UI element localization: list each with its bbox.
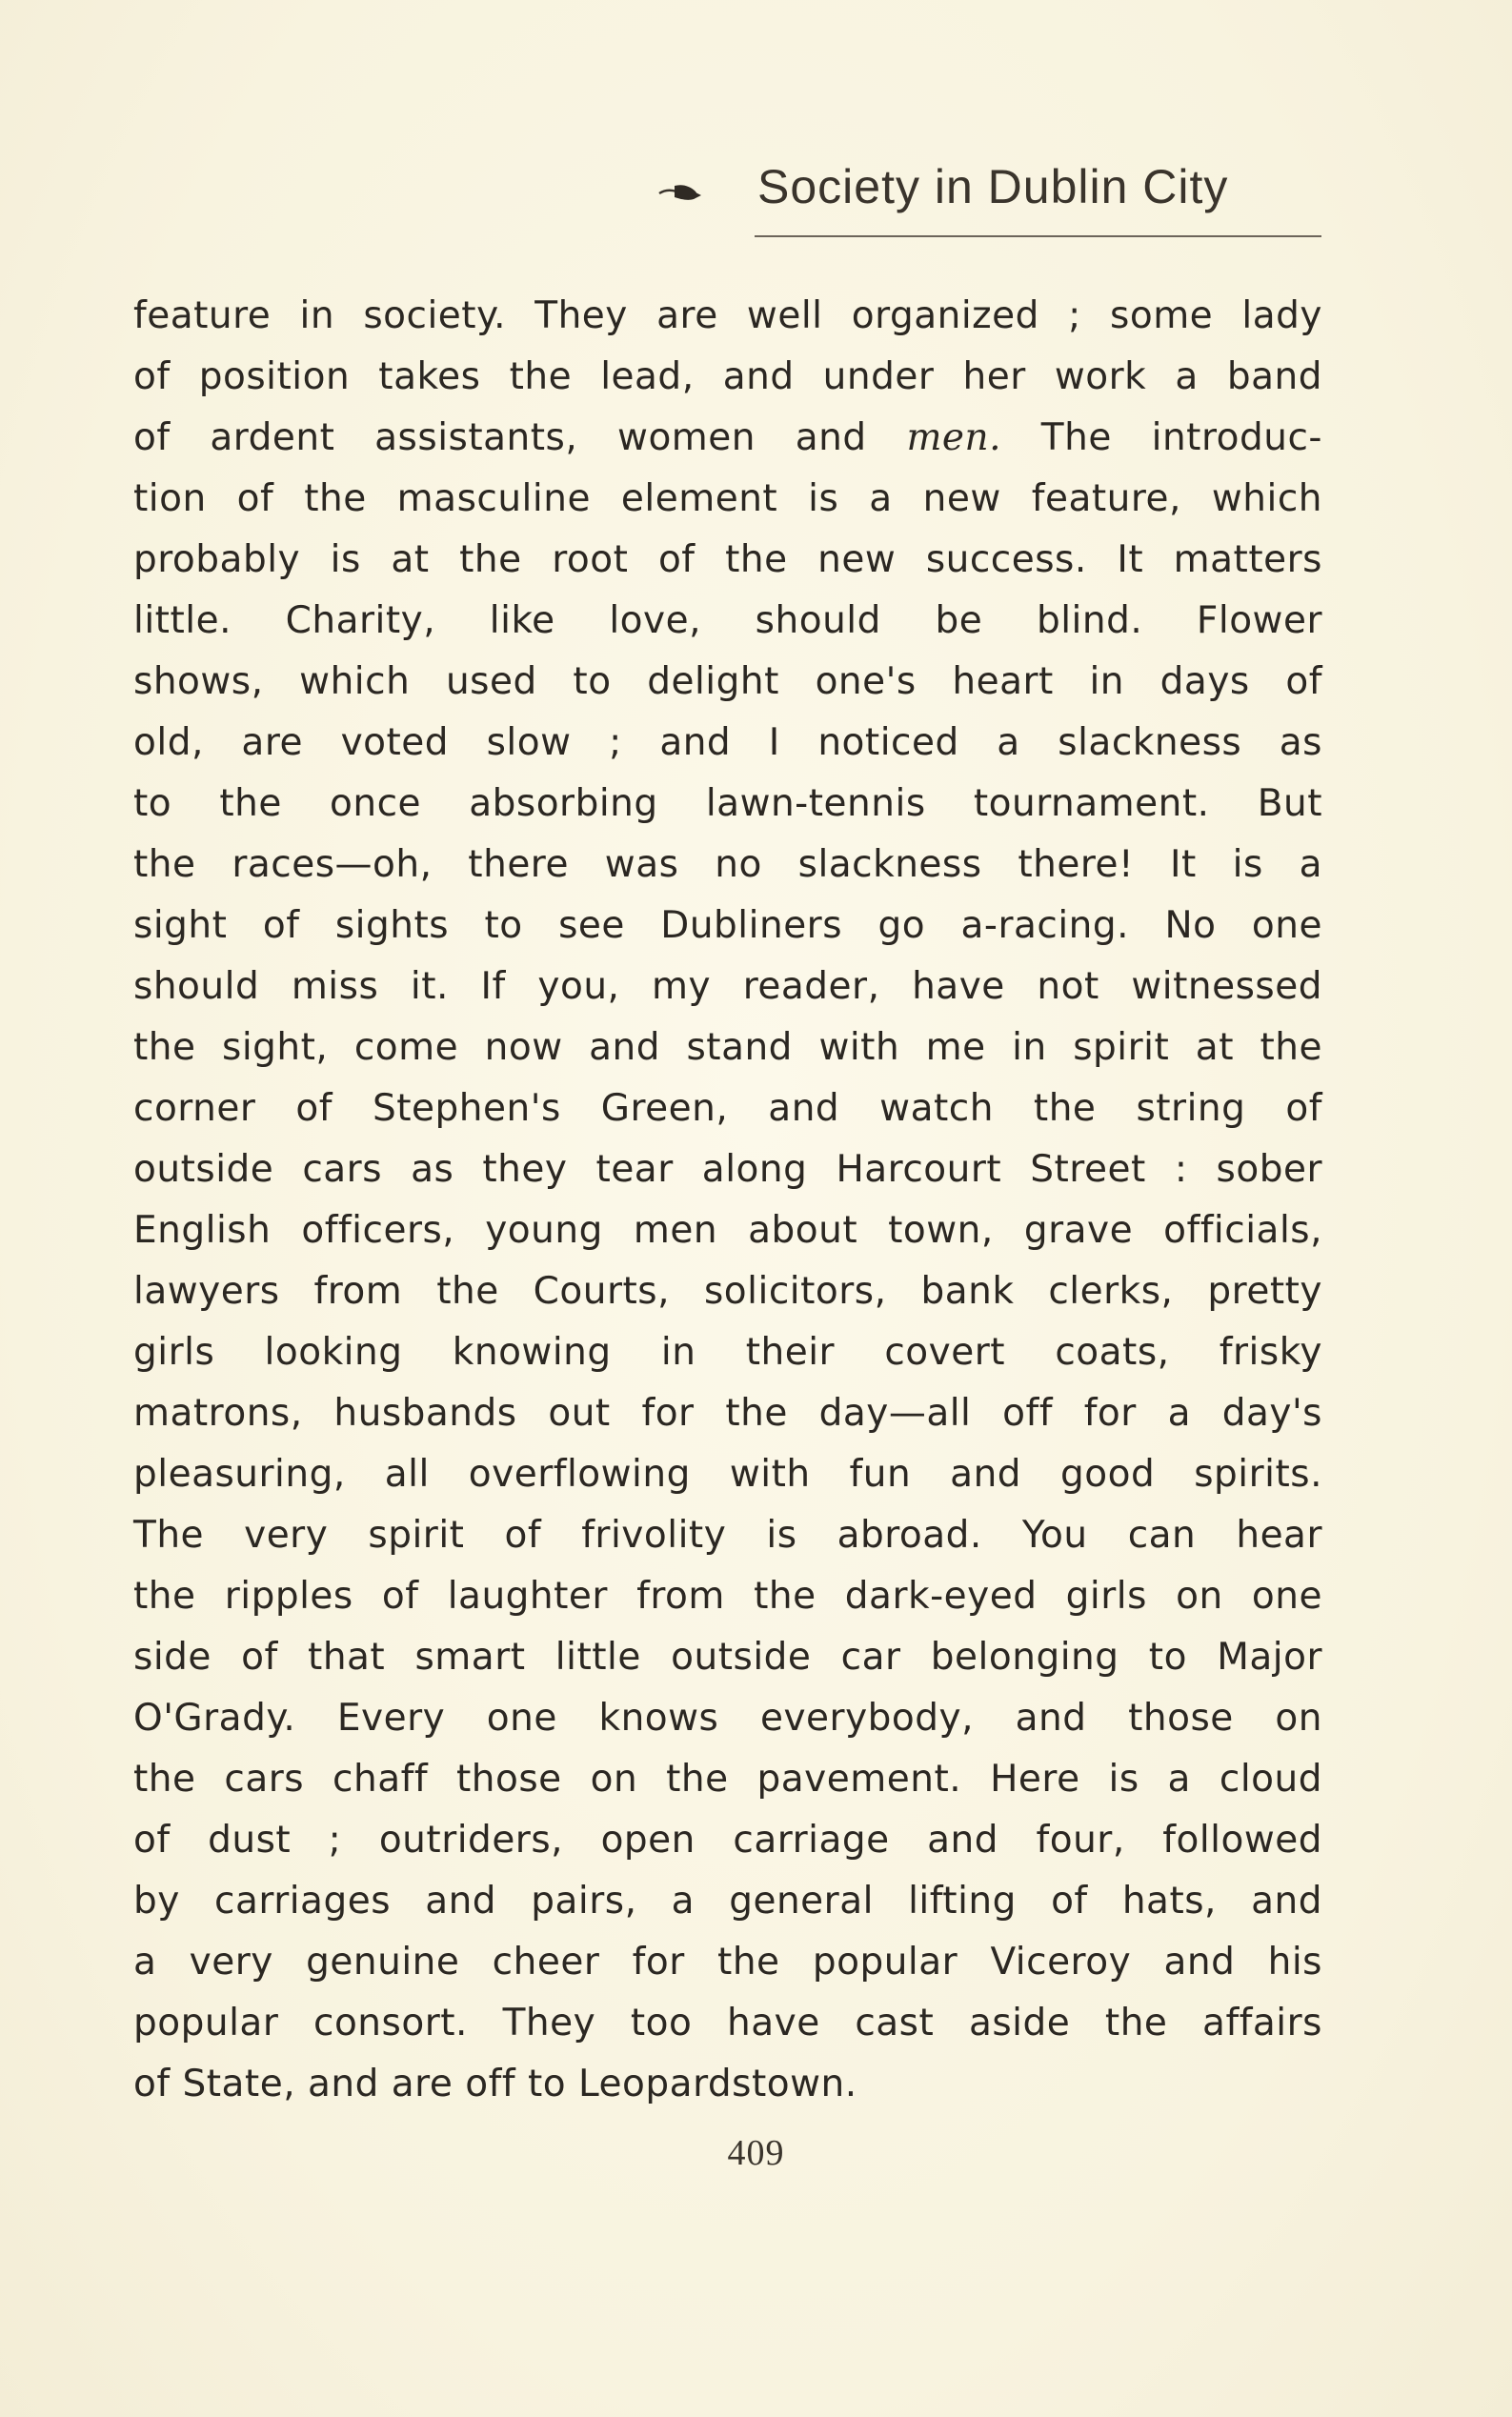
text-line: outside cars as they tear along Harcourt Street : sober bbox=[133, 1148, 1322, 1191]
text-line: sight of sights to see Dubliners go a-racing. No one bbox=[133, 904, 1322, 947]
text-line: of dust ; outriders, open carriage and four, followed bbox=[133, 1819, 1322, 1862]
text-line: feature in society. They are well organized ; some lady bbox=[133, 294, 1322, 337]
text-line bbox=[133, 408, 1322, 469]
text-line: matrons, husbands out for the day—all off for a day's bbox=[133, 1392, 1322, 1435]
text-line: tion of the masculine element is a new feature, which bbox=[133, 477, 1322, 520]
text-line-start: of ardent assistants, women and bbox=[133, 416, 907, 459]
text-line: old, are voted slow ; and I noticed a slackness as bbox=[133, 721, 1322, 764]
page-number: 409 bbox=[727, 2133, 785, 2173]
body-text bbox=[133, 286, 1322, 2115]
text-line: the cars chaff those on the pavement. Here is a cloud bbox=[133, 1758, 1322, 1801]
running-head-title: Society in Dublin City bbox=[757, 160, 1229, 213]
text-line: by carriages and pairs, a general lifting of hats, and bbox=[133, 1880, 1322, 1923]
text-line: a very genuine cheer for the popular Viceroy and his bbox=[133, 1941, 1322, 1984]
text-line: pleasuring, all overflowing with fun and good spirits. bbox=[133, 1453, 1322, 1496]
italic-word: men. bbox=[906, 416, 1002, 459]
text-line: probably is at the root of the new success. It matters bbox=[133, 538, 1322, 581]
text-line: O'Grady. Every one knows everybody, and those on bbox=[133, 1697, 1322, 1740]
text-line: corner of Stephen's Green, and watch the string of bbox=[133, 1087, 1322, 1130]
text-line: popular consort. They too have cast aside the affairs bbox=[133, 2002, 1322, 2044]
text-line: side of that smart little outside car belonging to Major bbox=[133, 1636, 1322, 1679]
text-line: girls looking knowing in their covert coats, frisky bbox=[133, 1331, 1322, 1374]
text-line: the sight, come now and stand with me in spirit at the bbox=[133, 1026, 1322, 1069]
text-line: the races—oh, there was no slackness there! It is a bbox=[133, 843, 1322, 886]
text-line: shows, which used to delight one's heart in days of bbox=[133, 660, 1322, 703]
text-line: The very spirit of frivolity is abroad. You can hear bbox=[133, 1514, 1322, 1557]
text-line: little. Charity, like love, should be blind. Flower bbox=[133, 599, 1322, 642]
pointing-hand-icon bbox=[657, 178, 703, 207]
text-line: of position takes the lead, and under her work a band bbox=[133, 355, 1322, 398]
page-header bbox=[657, 157, 1324, 243]
header-rule bbox=[755, 235, 1321, 237]
text-line: the ripples of laughter from the dark-eyed girls on one bbox=[133, 1575, 1322, 1618]
text-line-end: The introduc- bbox=[1001, 416, 1322, 459]
text-line: to the once absorbing lawn-tennis tournament. But bbox=[133, 782, 1322, 825]
text-line: should miss it. If you, my reader, have not witnessed bbox=[133, 965, 1322, 1008]
text-line: lawyers from the Courts, solicitors, bank clerks, pretty bbox=[133, 1270, 1322, 1313]
text-line: English officers, young men about town, grave officials, bbox=[133, 1209, 1322, 1252]
text-line-last: of State, and are off to Leopardstown. bbox=[133, 2063, 857, 2105]
